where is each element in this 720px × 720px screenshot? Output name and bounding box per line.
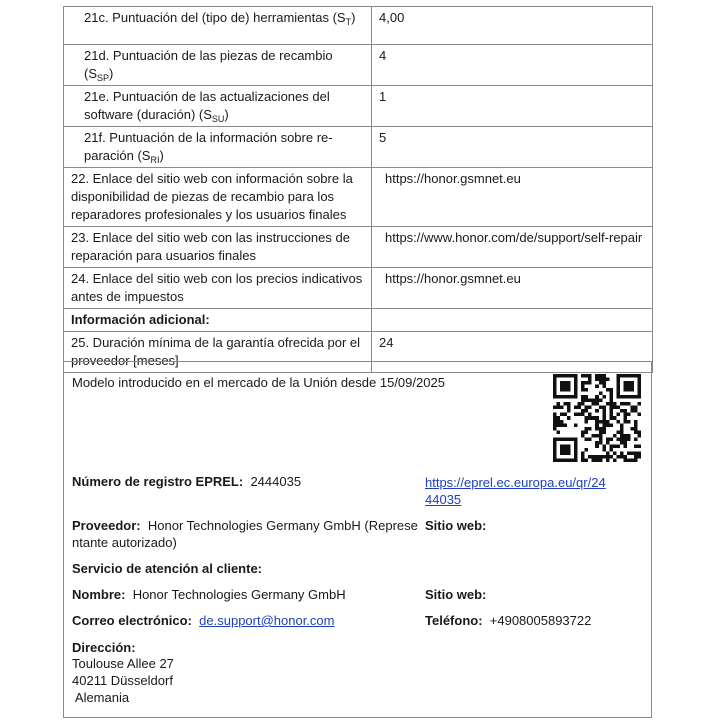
row-label: 21e. Puntuación de las actualizaciones del software (duración) $(S_{SU})$ (64, 86, 372, 127)
customer-service-heading: Servicio de atención al cliente: (72, 561, 263, 576)
row-value: 24 (372, 332, 653, 373)
row-value: 1 (372, 86, 653, 127)
table-row (64, 127, 653, 168)
phone-value: +4908005893722 (489, 613, 592, 628)
table-row (64, 168, 653, 227)
row-value-link: https://honor.gsmnet.eu (372, 268, 653, 309)
address-line: Toulouse Allee 27 (72, 656, 174, 671)
section-heading: Información adicional: (64, 309, 372, 332)
eprel-link-line2[interactable]: 44035 (425, 492, 462, 507)
table-row (64, 309, 653, 332)
address-line: Alemania (72, 690, 130, 705)
address-line: 40211 Düsseldorf (72, 673, 173, 688)
phone-row (425, 612, 591, 630)
row-value-link: https://www.honor.com/de/support/self-repair (372, 227, 653, 268)
table-row (64, 227, 653, 268)
name-label: Nombre: (72, 587, 126, 602)
row-label: 25. Duración mínima de la garantía ofrecida por el proveedor [meses] (64, 332, 372, 373)
table-row (64, 86, 653, 127)
service-website-label: Sitio web: (425, 587, 487, 602)
email-row (72, 612, 335, 630)
qr-code-icon (553, 374, 641, 462)
table-row (64, 268, 653, 309)
table-row (64, 7, 653, 45)
supplier-website-label: Sitio web: (425, 518, 487, 533)
supplier-row (72, 517, 418, 535)
row-label: 22. Enlace del sitio web con información sobre la disponibilidad de piezas de recambio para los reparadores profesionales y los usuarios finales (64, 168, 372, 227)
supplier-label: Proveedor: (72, 518, 141, 533)
email-label: Correo electrónico: (72, 613, 192, 628)
email-link[interactable]: de.support@honor.com (199, 613, 335, 628)
eprel-number-row (72, 473, 301, 491)
eprel-label: Número de registro EPREL: (72, 474, 244, 489)
phone-label: Teléfono: (425, 613, 483, 628)
table-row (64, 45, 653, 86)
row-label: 21c. Puntuación del (tipo de) herramientas $(S_T)$ (64, 7, 372, 45)
supplier-value: Honor Technologies Germany GmbH (Represe (147, 518, 418, 533)
row-label: 21f. Puntuación de la información sobre re-paración $(S_{RI})$ (64, 127, 372, 168)
name-value: Honor Technologies Germany GmbH (132, 587, 346, 602)
row-label: 23. Enlace del sitio web con las instrucciones de reparación para usuarios finales (64, 227, 372, 268)
eprel-value: 2444035 (250, 474, 302, 489)
row-value (372, 309, 653, 332)
eprel-link-line1[interactable]: https://eprel.ec.europa.eu/qr/24 (425, 475, 606, 490)
row-label: 24. Enlace del sitio web con los precios indicativos antes de impuestos (64, 268, 372, 309)
supplier-value-cont: ntante autorizado) (72, 535, 177, 550)
market-date-text: Modelo introducido en el mercado de la Unión desde 15/09/2025 (72, 375, 445, 390)
name-row (72, 586, 346, 604)
row-value-link: https://honor.gsmnet.eu (372, 168, 653, 227)
row-value: 4,00 (372, 7, 653, 45)
row-value: 4 (372, 45, 653, 86)
address-label: Dirección: (72, 640, 136, 655)
row-value: 5 (372, 127, 653, 168)
eprel-info-box (63, 361, 652, 718)
row-label: 21d. Puntuación de las piezas de recambio $(S_{SP})$ (64, 45, 372, 86)
product-info-table (63, 6, 653, 373)
